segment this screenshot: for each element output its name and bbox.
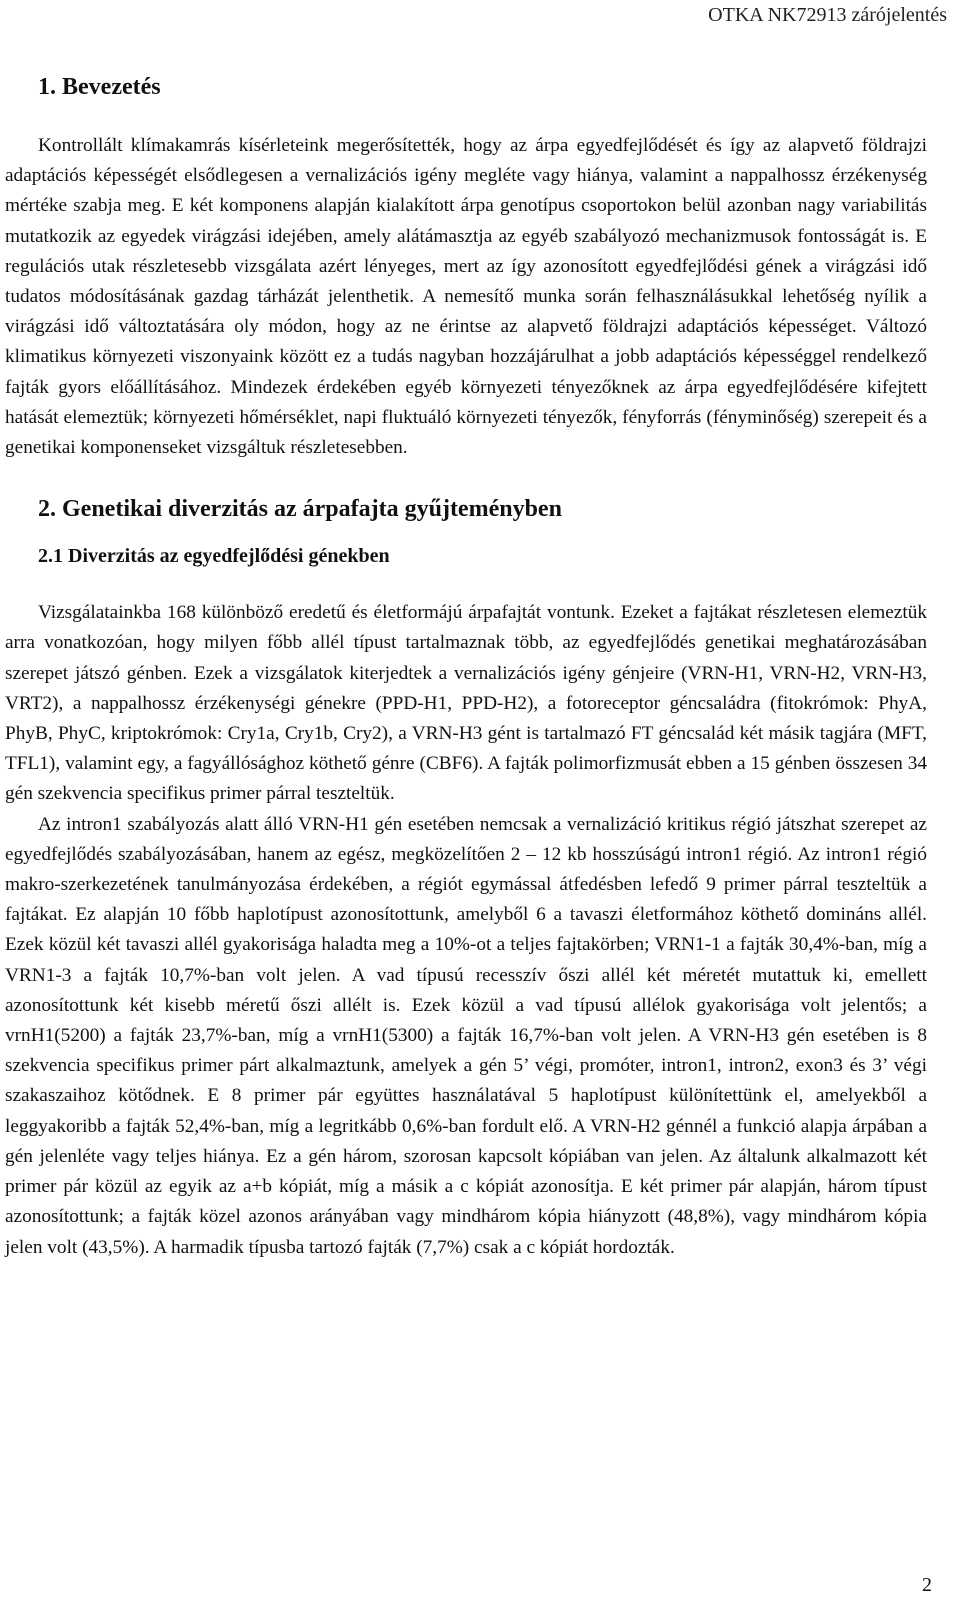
diversity-paragraph-1: Vizsgálatainkba 168 különböző eredetű és életformájú árpafajtát vontunk. Ezeket a fajtákat részletesen elemeztük arra vonatkozóan, hogy milyen főbb allél típust tartalmaznak több, az egyedfejlődés genetikai meghatározásában szerepet játszó génben. Ezek a vizsgálatok kiterjedtek a vernalizációs igény génjeire (VRN-H1, VRN-H2, VRN-H3, VRT2), a nappalhossz érzékenységi génekre (PPD-H1, PPD-H2), a fotoreceptor géncsaládra (fitokrómok: PhyA, PhyB, PhyC, kriptokrómok: Cry1a, Cry1b, Cry2), a VRN-H3 gént is tartalmazó FT géncsalád két másik tagjára (MFT, TFL1), valamint egy, a fagyállósághoz köthető génre (CBF6). A fajták polimorfizmusát ebben a 15 génben összesen 34 gén szekvencia specifikus primer párral teszteltük. bbox=[5, 602, 927, 805]
diversity-paragraph-2: Az intron1 szabályozás alatt álló VRN-H1 gén esetében nemcsak a vernalizáció kritikus régió játszhat szerepet az egyedfejlődés szabályozásában, hanem az egész, megközelítően 2 – 12 kb hosszúságú intron1 régió. Az intron1 régió makro-szerkezetének tanulmányozása érdekében, a régiót egymással átfedésben lefedő 9 primer párral teszteltük a fajtákat. Ez alapján 10 főbb haplotípust azonosítottunk, amelyből 6 a tavaszi életformához köthető domináns allél. Ezek közül két tavaszi allél gyakorisága haladta meg a 10%-ot a teljes fajtakörben; VRN1-1 a fajták 30,4%-ban, míg a VRN1-3 a fajták 10,7%-ban volt jelen. A vad típusú recesszív őszi allél két méretét mutattuk ki, emellett azonosítottunk két kisebb méretű őszi allélt is. Ezek közül a vad típusú allélok gyakorisága volt jelentős; a vrnH1(5200) a fajták 23,7%-ban, míg a vrnH1(5300) a fajták 16,7%-ban volt jelen. A VRN-H3 gén esetében is 8 szekvencia specifikus primer párt alkalmaztunk, amelyek a gén 5’ végi, promóter, intron1, intron2, exon3 és 3’ végi szakaszaihoz kötődnek. E 8 primer pár együttes használatával 5 haplotípust különítettünk el, amelyekből a leggyakoribb a fajták 52,4%-ban, míg a legritkább 0,6%-ban fordult elő. A VRN-H2 génnél a funkció alapja árpában a gén jelenléte vagy teljes hiánya. Ez a gén három, szorosan kapcsolt kópiában van jelen. Az általunk alkalmazott két primer pár közül az egyik az a+b kópiát, míg a másik a c kópiát azonosítja. E két primer pár alapján, három típust azonosítottunk; a fajták közel azonos arányában vagy mindhárom kópia hiányzott (48,8%), vagy mindhárom kópia jelen volt (43,5%). A harmadik típusba tartozó fajták (7,7%) csak a c kópiát hordozták. bbox=[5, 813, 927, 1258]
running-header: OTKA NK72913 zárójelentés bbox=[708, 4, 947, 26]
section-title-introduction: 1. Bevezetés bbox=[38, 74, 161, 100]
section-title-genetic-diversity: 2. Genetikai diverzitás az árpafajta gyűjteményben bbox=[38, 496, 562, 523]
page-number: 2 bbox=[922, 1574, 932, 1596]
document-body bbox=[5, 62, 927, 1263]
intro-paragraph: Kontrollált klímakamrás kísérleteink megerősítették, hogy az árpa egyedfejlődését és így az alapvető földrajzi adaptációs képességét elsődlegesen a vernalizációs igény megléte vagy hiánya, valamint a nappalhossz érzékenység mértéke szabja meg. E két komponens alapján kialakított árpa genotípus csoportokon belül azonban nagy variabilitás mutatkozik az egyedek virágzási idejében, amely alátámasztja az egyéb szabályozó mechanizmusok fontosságát is. E regulációs utak részletesebb vizsgálata azért lényeges, mert az így azonosított egyedfejlődési gének a virágzási idő tudatos módosításának gazdag tárházát jelenthetik. A nemesítő munka során felhasználásukkal lehetőség nyílik a virágzási idő változtatására oly módon, hogy az ne érintse az alapvető földrajzi adaptációs képességet. Változó klimatikus környezeti viszonyaink között ez a tudás nagyban hozzájárulhat a jobb adaptációs képességgel rendelkező fajták gyors előállításához. Mindezek érdekében egyéb környezeti tényezőknek az árpa egyedfejlődésére kifejtett hatását elemeztük; környezeti hőmérséklet, napi fluktuáló környezeti tényezők, fényforrás (fényminőség) szerepeit és a genetikai komponenseket vizsgáltuk részletesebben. bbox=[5, 135, 927, 459]
subsection-title-developmental-genes: 2.1 Diverzitás az egyedfejlődési génekben bbox=[38, 545, 390, 568]
